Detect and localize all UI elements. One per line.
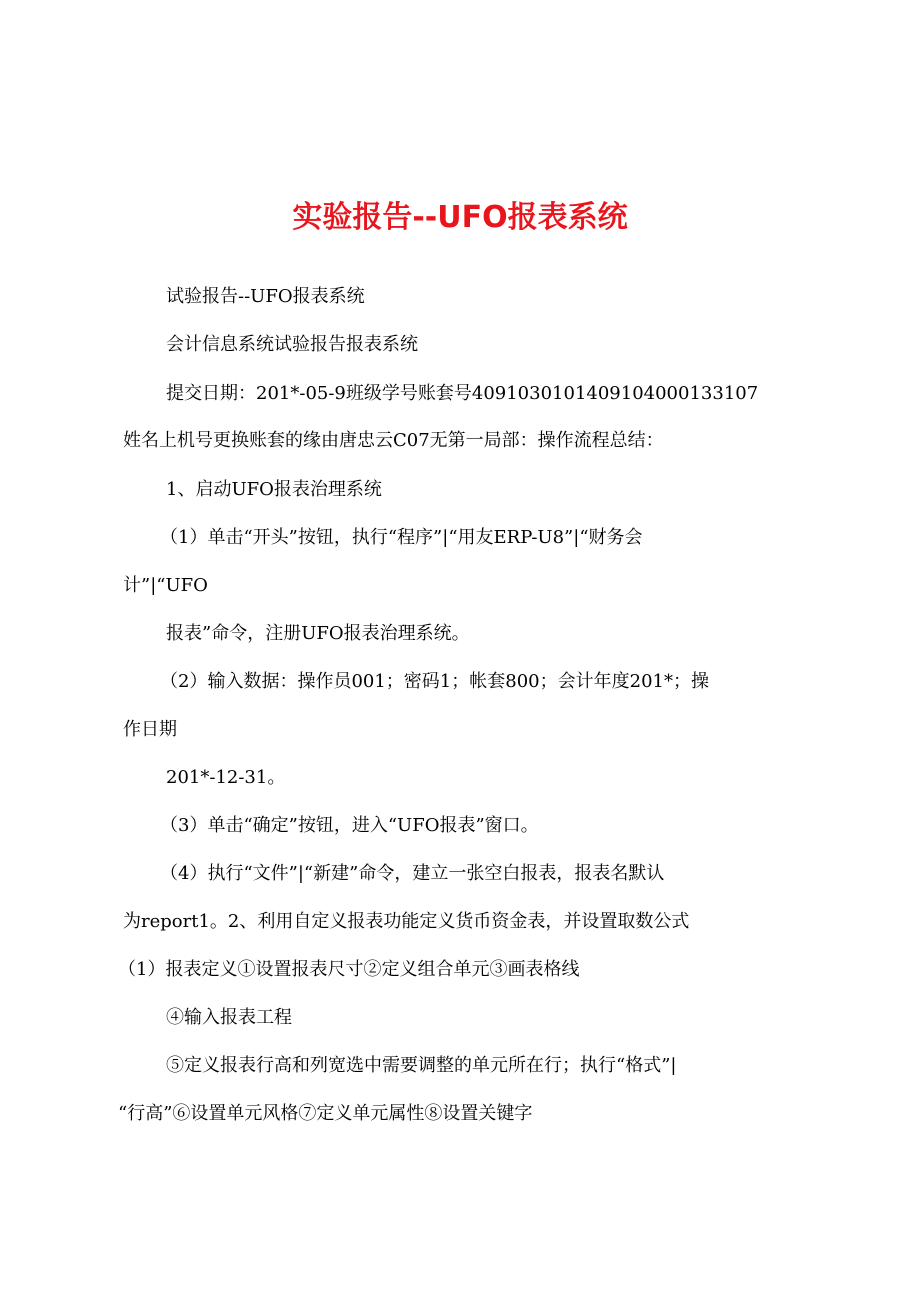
body-line: 计”|“UFO [123, 575, 208, 596]
body-line: “行高”⑥设置单元风格⑦定义单元属性⑧设置关键字 [118, 1103, 533, 1124]
document-title: 实验报告--UFO报表系统 [292, 200, 628, 235]
body-line: （1）报表定义①设置报表尺寸②定义组合单元③画表格线 [118, 959, 580, 980]
body-line: 会计信息系统试验报告报表系统 [166, 334, 418, 355]
body-line: ④输入报表工程 [166, 1007, 292, 1028]
body-line: 姓名上机号更换账套的缘由唐忠云C07无第一局部：操作流程总结： [123, 430, 664, 451]
body-line: （1）单击“开头”按钮，执行“程序”|“用友ERP-U8”|“财务会 [160, 527, 643, 548]
body-line: （4）执行“文件”|“新建”命令，建立一张空白报表，报表名默认 [160, 863, 665, 884]
body-line: 试验报告--UFO报表系统 [166, 286, 365, 307]
body-line: （3）单击“确定”按钮，进入“UFO报表”窗口。 [160, 815, 539, 836]
body-line: 报表”命令，注册UFO报表治理系统。 [166, 623, 470, 644]
body-line: 201*-12-31。 [166, 767, 286, 788]
body-line: ⑤定义报表行高和列宽选中需要调整的单元所在行；执行“格式”| [166, 1055, 677, 1076]
body-line: （2）输入数据：操作员001；密码1；帐套800；会计年度201*；操 [160, 671, 709, 692]
body-line: 提交日期：201*-05-9班级学号账套号409103010140910400013310​7 [166, 383, 759, 404]
body-line: 为report1。2、利用自定义报表功能定义货币资金表，并设置取数公式 [123, 911, 690, 932]
body-line: 1、启动UFO报表治理系统 [166, 479, 382, 500]
body-line: 作日期 [123, 719, 177, 740]
